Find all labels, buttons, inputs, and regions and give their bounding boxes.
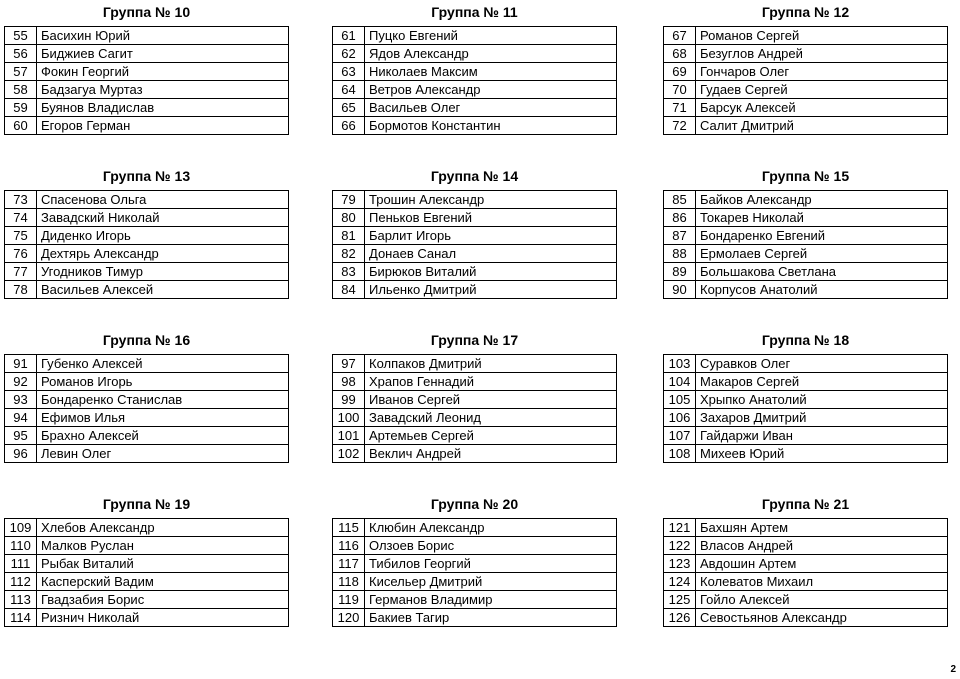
table-row bbox=[664, 409, 948, 427]
participant-name: Донаев Санал bbox=[365, 245, 617, 263]
group-title: Группа № 16 bbox=[102, 332, 191, 348]
participant-name: Германов Владимир bbox=[365, 591, 617, 609]
group-block bbox=[663, 166, 948, 299]
table-row bbox=[333, 99, 617, 117]
group-block bbox=[332, 2, 617, 135]
table-row bbox=[5, 537, 289, 555]
participant-name: Хлебов Александр bbox=[37, 519, 289, 537]
group-table bbox=[332, 26, 617, 135]
participant-name: Ризнич Николай bbox=[37, 609, 289, 627]
participant-name: Олзоев Борис bbox=[365, 537, 617, 555]
participant-name: Фокин Георгий bbox=[37, 63, 289, 81]
participant-name: Бадзагуа Муртаз bbox=[37, 81, 289, 99]
table-row bbox=[5, 263, 289, 281]
table-row bbox=[664, 445, 948, 463]
table-row bbox=[5, 445, 289, 463]
table-row bbox=[664, 373, 948, 391]
participant-number: 117 bbox=[333, 555, 365, 573]
table-row bbox=[5, 391, 289, 409]
group-title: Группа № 10 bbox=[102, 4, 191, 20]
table-row bbox=[664, 591, 948, 609]
table-row bbox=[333, 263, 617, 281]
participant-number: 80 bbox=[333, 209, 365, 227]
participant-number: 81 bbox=[333, 227, 365, 245]
table-row bbox=[5, 519, 289, 537]
group-title: Группа № 18 bbox=[761, 332, 850, 348]
participant-number: 58 bbox=[5, 81, 37, 99]
table-row bbox=[664, 391, 948, 409]
participant-name: Гайдаржи Иван bbox=[696, 427, 948, 445]
participant-number: 72 bbox=[664, 117, 696, 135]
participant-name: Бондаренко Станислав bbox=[37, 391, 289, 409]
participant-name: Трошин Александр bbox=[365, 191, 617, 209]
participant-number: 67 bbox=[664, 27, 696, 45]
participant-number: 92 bbox=[5, 373, 37, 391]
table-row bbox=[664, 263, 948, 281]
group-block bbox=[4, 330, 289, 463]
participant-number: 60 bbox=[5, 117, 37, 135]
participant-name: Ядов Александр bbox=[365, 45, 617, 63]
table-row bbox=[5, 81, 289, 99]
participant-number: 97 bbox=[333, 355, 365, 373]
group-table bbox=[663, 518, 948, 627]
table-row bbox=[664, 27, 948, 45]
table-row bbox=[664, 81, 948, 99]
participant-name: Иванов Сергей bbox=[365, 391, 617, 409]
table-row bbox=[5, 409, 289, 427]
participant-number: 121 bbox=[664, 519, 696, 537]
participant-name: Губенко Алексей bbox=[37, 355, 289, 373]
participant-name: Храпов Геннадий bbox=[365, 373, 617, 391]
table-row bbox=[664, 355, 948, 373]
participant-number: 83 bbox=[333, 263, 365, 281]
participant-name: Хрыпко Анатолий bbox=[696, 391, 948, 409]
participant-name: Колпаков Дмитрий bbox=[365, 355, 617, 373]
participant-name: Большакова Светлана bbox=[696, 263, 948, 281]
participant-number: 95 bbox=[5, 427, 37, 445]
table-row bbox=[5, 99, 289, 117]
participant-number: 115 bbox=[333, 519, 365, 537]
participant-number: 84 bbox=[333, 281, 365, 299]
table-row bbox=[5, 191, 289, 209]
participant-name: Макаров Сергей bbox=[696, 373, 948, 391]
participant-number: 109 bbox=[5, 519, 37, 537]
table-row bbox=[5, 373, 289, 391]
participant-number: 108 bbox=[664, 445, 696, 463]
table-row bbox=[5, 281, 289, 299]
participant-number: 75 bbox=[5, 227, 37, 245]
table-row bbox=[664, 63, 948, 81]
table-row bbox=[333, 281, 617, 299]
group-block bbox=[332, 494, 617, 627]
participant-name: Барсук Алексей bbox=[696, 99, 948, 117]
participant-number: 79 bbox=[333, 191, 365, 209]
participant-number: 70 bbox=[664, 81, 696, 99]
participant-number: 96 bbox=[5, 445, 37, 463]
participant-name: Ильенко Дмитрий bbox=[365, 281, 617, 299]
group-title: Группа № 17 bbox=[430, 332, 519, 348]
table-row bbox=[5, 245, 289, 263]
group-table bbox=[332, 190, 617, 299]
table-row bbox=[333, 409, 617, 427]
participant-name: Тибилов Георгий bbox=[365, 555, 617, 573]
participant-number: 98 bbox=[333, 373, 365, 391]
participant-number: 65 bbox=[333, 99, 365, 117]
participant-name: Бондаренко Евгений bbox=[696, 227, 948, 245]
participant-name: Ефимов Илья bbox=[37, 409, 289, 427]
table-row bbox=[333, 27, 617, 45]
participant-number: 123 bbox=[664, 555, 696, 573]
table-row bbox=[5, 573, 289, 591]
participant-name: Романов Игорь bbox=[37, 373, 289, 391]
participant-number: 112 bbox=[5, 573, 37, 591]
table-row bbox=[5, 45, 289, 63]
participant-name: Биджиев Сагит bbox=[37, 45, 289, 63]
participant-number: 111 bbox=[5, 555, 37, 573]
participant-number: 66 bbox=[333, 117, 365, 135]
group-table bbox=[332, 518, 617, 627]
table-row bbox=[664, 573, 948, 591]
participant-name: Егоров Герман bbox=[37, 117, 289, 135]
group-block bbox=[4, 494, 289, 627]
participant-number: 103 bbox=[664, 355, 696, 373]
participant-name: Гвадзабия Борис bbox=[37, 591, 289, 609]
table-row bbox=[664, 537, 948, 555]
participant-name: Буянов Владислав bbox=[37, 99, 289, 117]
table-row bbox=[5, 227, 289, 245]
participant-name: Завадский Леонид bbox=[365, 409, 617, 427]
participant-number: 106 bbox=[664, 409, 696, 427]
participant-number: 73 bbox=[5, 191, 37, 209]
table-row bbox=[333, 591, 617, 609]
table-row bbox=[5, 117, 289, 135]
group-title: Группа № 11 bbox=[431, 4, 518, 20]
participant-number: 87 bbox=[664, 227, 696, 245]
participant-number: 69 bbox=[664, 63, 696, 81]
table-row bbox=[333, 427, 617, 445]
participant-number: 68 bbox=[664, 45, 696, 63]
participant-number: 90 bbox=[664, 281, 696, 299]
group-block bbox=[332, 330, 617, 463]
participant-name: Касперский Вадим bbox=[37, 573, 289, 591]
table-row bbox=[333, 391, 617, 409]
participant-number: 91 bbox=[5, 355, 37, 373]
table-row bbox=[333, 245, 617, 263]
participant-name: Захаров Дмитрий bbox=[696, 409, 948, 427]
participant-name: Суравков Олег bbox=[696, 355, 948, 373]
table-row bbox=[5, 555, 289, 573]
participant-number: 100 bbox=[333, 409, 365, 427]
participant-number: 124 bbox=[664, 573, 696, 591]
participant-name: Михеев Юрий bbox=[696, 445, 948, 463]
participant-number: 107 bbox=[664, 427, 696, 445]
participant-name: Басихин Юрий bbox=[37, 27, 289, 45]
group-title: Группа № 12 bbox=[761, 4, 850, 20]
group-block bbox=[663, 2, 948, 135]
group-block bbox=[4, 2, 289, 135]
group-block bbox=[663, 330, 948, 463]
participant-name: Корпусов Анатолий bbox=[696, 281, 948, 299]
participant-name: Гудаев Сергей bbox=[696, 81, 948, 99]
table-row bbox=[5, 609, 289, 627]
table-row bbox=[333, 555, 617, 573]
participant-number: 59 bbox=[5, 99, 37, 117]
participant-number: 78 bbox=[5, 281, 37, 299]
participant-name: Брахно Алексей bbox=[37, 427, 289, 445]
participant-name: Диденко Игорь bbox=[37, 227, 289, 245]
table-row bbox=[333, 519, 617, 537]
table-row bbox=[5, 27, 289, 45]
participant-name: Бакиев Тагир bbox=[365, 609, 617, 627]
participant-name: Власов Андрей bbox=[696, 537, 948, 555]
table-row bbox=[664, 45, 948, 63]
table-row bbox=[5, 63, 289, 81]
participant-name: Малков Руслан bbox=[37, 537, 289, 555]
participant-number: 105 bbox=[664, 391, 696, 409]
participant-name: Колеватов Михаил bbox=[696, 573, 948, 591]
group-title: Группа № 15 bbox=[761, 168, 850, 184]
participant-name: Пуцко Евгений bbox=[365, 27, 617, 45]
group-table bbox=[4, 190, 289, 299]
participant-name: Романов Сергей bbox=[696, 27, 948, 45]
table-row bbox=[333, 227, 617, 245]
table-row bbox=[664, 245, 948, 263]
participant-number: 88 bbox=[664, 245, 696, 263]
group-title: Группа № 21 bbox=[761, 496, 850, 512]
participant-number: 118 bbox=[333, 573, 365, 591]
group-table bbox=[663, 26, 948, 135]
participant-number: 64 bbox=[333, 81, 365, 99]
participant-name: Левин Олег bbox=[37, 445, 289, 463]
participant-number: 110 bbox=[5, 537, 37, 555]
participant-number: 101 bbox=[333, 427, 365, 445]
participant-number: 63 bbox=[333, 63, 365, 81]
participant-number: 77 bbox=[5, 263, 37, 281]
participant-number: 126 bbox=[664, 609, 696, 627]
table-row bbox=[333, 117, 617, 135]
participant-name: Веклич Андрей bbox=[365, 445, 617, 463]
table-row bbox=[664, 209, 948, 227]
table-row bbox=[5, 591, 289, 609]
participant-name: Ветров Александр bbox=[365, 81, 617, 99]
participant-name: Бормотов Константин bbox=[365, 117, 617, 135]
group-table bbox=[663, 354, 948, 463]
page-number: 2 bbox=[950, 664, 956, 675]
participant-number: 82 bbox=[333, 245, 365, 263]
participant-name: Спасенова Ольга bbox=[37, 191, 289, 209]
table-row bbox=[664, 427, 948, 445]
participant-name: Артемьев Сергей bbox=[365, 427, 617, 445]
participant-name: Кисельер Дмитрий bbox=[365, 573, 617, 591]
group-title: Группа № 14 bbox=[430, 168, 519, 184]
participant-name: Барлит Игорь bbox=[365, 227, 617, 245]
participant-number: 86 bbox=[664, 209, 696, 227]
table-row bbox=[333, 609, 617, 627]
table-row bbox=[664, 555, 948, 573]
participant-name: Завадский Николай bbox=[37, 209, 289, 227]
participant-name: Авдошин Артем bbox=[696, 555, 948, 573]
group-block bbox=[663, 494, 948, 627]
table-row bbox=[333, 45, 617, 63]
table-row bbox=[333, 537, 617, 555]
table-row bbox=[333, 191, 617, 209]
participant-number: 74 bbox=[5, 209, 37, 227]
participant-name: Бахшян Артем bbox=[696, 519, 948, 537]
participant-number: 62 bbox=[333, 45, 365, 63]
participant-number: 99 bbox=[333, 391, 365, 409]
group-block bbox=[332, 166, 617, 299]
participant-name: Васильев Алексей bbox=[37, 281, 289, 299]
participant-name: Гончаров Олег bbox=[696, 63, 948, 81]
group-table bbox=[4, 354, 289, 463]
participant-name: Угодников Тимур bbox=[37, 263, 289, 281]
group-title: Группа № 19 bbox=[102, 496, 191, 512]
participant-name: Севостьянов Александр bbox=[696, 609, 948, 627]
participant-number: 119 bbox=[333, 591, 365, 609]
table-row bbox=[333, 445, 617, 463]
table-row bbox=[5, 427, 289, 445]
participant-number: 61 bbox=[333, 27, 365, 45]
participant-number: 116 bbox=[333, 537, 365, 555]
table-row bbox=[333, 373, 617, 391]
participant-number: 56 bbox=[5, 45, 37, 63]
participant-number: 93 bbox=[5, 391, 37, 409]
table-row bbox=[5, 355, 289, 373]
table-row bbox=[664, 281, 948, 299]
participant-number: 102 bbox=[333, 445, 365, 463]
participant-number: 125 bbox=[664, 591, 696, 609]
participant-name: Байков Александр bbox=[696, 191, 948, 209]
participant-name: Николаев Максим bbox=[365, 63, 617, 81]
table-row bbox=[333, 355, 617, 373]
participant-number: 94 bbox=[5, 409, 37, 427]
table-row bbox=[664, 117, 948, 135]
group-title: Группа № 13 bbox=[102, 168, 191, 184]
participant-name: Ермолаев Сергей bbox=[696, 245, 948, 263]
participant-number: 57 bbox=[5, 63, 37, 81]
group-table bbox=[663, 190, 948, 299]
group-block bbox=[4, 166, 289, 299]
table-row bbox=[664, 609, 948, 627]
participant-number: 104 bbox=[664, 373, 696, 391]
participant-name: Бирюков Виталий bbox=[365, 263, 617, 281]
participant-name: Безуглов Андрей bbox=[696, 45, 948, 63]
participant-name: Васильев Олег bbox=[365, 99, 617, 117]
participant-name: Клюбин Александр bbox=[365, 519, 617, 537]
participant-name: Пеньков Евгений bbox=[365, 209, 617, 227]
group-title: Группа № 20 bbox=[430, 496, 519, 512]
table-row bbox=[664, 227, 948, 245]
participant-number: 71 bbox=[664, 99, 696, 117]
table-row bbox=[333, 63, 617, 81]
participant-name: Салит Дмитрий bbox=[696, 117, 948, 135]
group-table bbox=[332, 354, 617, 463]
participant-number: 76 bbox=[5, 245, 37, 263]
table-row bbox=[5, 209, 289, 227]
table-row bbox=[664, 191, 948, 209]
table-row bbox=[333, 573, 617, 591]
participant-number: 120 bbox=[333, 609, 365, 627]
participant-name: Гойло Алексей bbox=[696, 591, 948, 609]
participant-number: 55 bbox=[5, 27, 37, 45]
participant-number: 85 bbox=[664, 191, 696, 209]
participant-number: 113 bbox=[5, 591, 37, 609]
participant-number: 114 bbox=[5, 609, 37, 627]
table-row bbox=[664, 519, 948, 537]
table-row bbox=[333, 81, 617, 99]
table-row bbox=[664, 99, 948, 117]
participant-name: Токарев Николай bbox=[696, 209, 948, 227]
table-row bbox=[333, 209, 617, 227]
participant-number: 122 bbox=[664, 537, 696, 555]
participant-name: Рыбак Виталий bbox=[37, 555, 289, 573]
group-table bbox=[4, 26, 289, 135]
participant-name: Дехтярь Александр bbox=[37, 245, 289, 263]
group-table bbox=[4, 518, 289, 627]
participant-number: 89 bbox=[664, 263, 696, 281]
